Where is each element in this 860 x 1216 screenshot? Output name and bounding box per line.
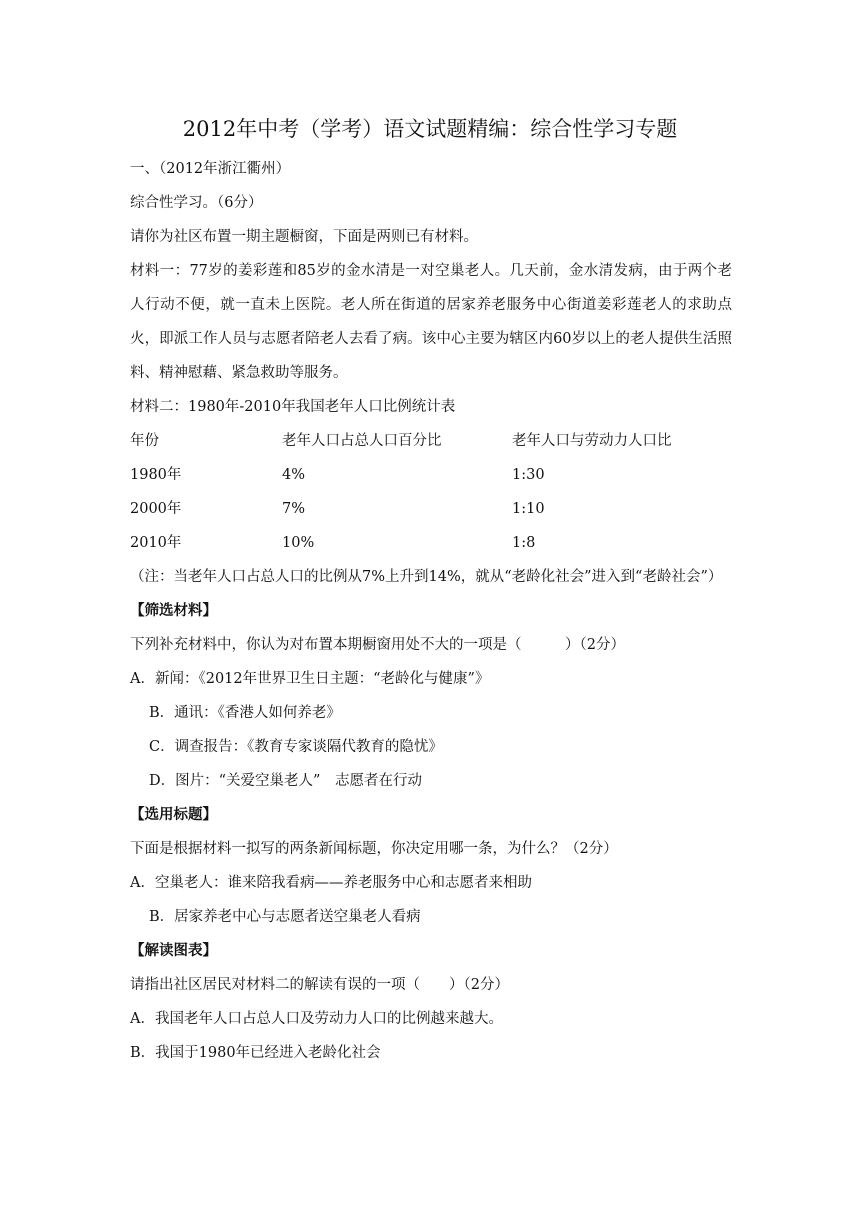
- task-label: 综合性学习。（6分）: [130, 195, 263, 211]
- table-header-cell: 老年人口与劳动力人口比: [512, 433, 672, 449]
- page-title: 2012年中考（学考）语文试题精编：综合性学习专题: [182, 117, 678, 141]
- table-row: [130, 492, 732, 526]
- document-body: [130, 152, 732, 1070]
- question-three-heading: 【解读图表】: [130, 942, 217, 959]
- table-cell: 4%: [282, 467, 306, 483]
- question-one-prompt: 下列补充材料中，你认为对布置本期橱窗用处不大的一项是（ ）（2分）: [130, 637, 625, 653]
- table-cell: 10%: [282, 535, 315, 551]
- question-two-option-a: A．空巢老人：谁来陪我看病——养老服务中心和志愿者来相助: [130, 875, 532, 891]
- question-two-option-b: B．居家养老中心与志愿者送空巢老人看病: [149, 909, 421, 925]
- table-header-cell: 年份: [130, 433, 159, 449]
- question-three-prompt: 请指出社区居民对材料二的解读有误的一项（ ）（2分）: [130, 977, 509, 993]
- material-one-paragraph: 材料一：77岁的姜彩莲和85岁的金水清是一对空巢老人。几天前，金水清发病，由于两个老人行动不便，就一直未上医院。老人所在街道的居家养老服务中心街道姜彩莲老人的求助点火，即派工作人员与志愿者陪老人去看了病。该中心主要为辖区内60岁以上的老人提供生活照料、精神慰藉、紧急救助等服务。: [130, 263, 732, 381]
- section-heading: 一、（2012年浙江衢州）: [130, 161, 291, 177]
- question-one-option-d: D．图片：“关爱空巢老人” 志愿者在行动: [149, 773, 422, 789]
- question-one-option-a: A．新闻：《2012年世界卫生日主题：“老龄化与健康”》: [130, 671, 490, 687]
- question-three-option-a: A．我国老年人口占总人口及劳动力人口的比例越来越大。: [130, 1011, 503, 1027]
- intro-text: 请你为社区布置一期主题橱窗，下面是两则已有材料。: [130, 229, 478, 245]
- table-header-cell: 老年人口占总人口百分比: [282, 433, 442, 449]
- question-one-heading: 【筛选材料】: [130, 602, 217, 619]
- table-row: [130, 526, 732, 560]
- question-one-option-c: C．调查报告：《教育专家谈隔代教育的隐忧》: [149, 739, 443, 755]
- elderly-population-table: [130, 424, 732, 560]
- table-cell: 2010年: [130, 535, 182, 551]
- question-one-option-b: B．通讯：《香港人如何养老》: [149, 705, 341, 721]
- table-cell: 1:30: [512, 467, 545, 483]
- table-cell: 1:10: [512, 501, 545, 517]
- question-three-option-b: B．我国于1980年已经进入老龄化社会: [130, 1045, 381, 1061]
- table-cell: 2000年: [130, 501, 182, 517]
- table-cell: 1:8: [512, 535, 536, 551]
- material-two-title: 材料二：1980年-2010年我国老年人口比例统计表: [130, 399, 456, 415]
- table-cell: 1980年: [130, 467, 182, 483]
- table-note: （注：当老年人口占总人口的比例从7%上升到14%，就从“老龄化社会”进入到“老龄社会”）: [130, 569, 723, 585]
- table-cell: 7%: [282, 501, 306, 517]
- table-header-row: [130, 424, 732, 458]
- question-two-prompt: 下面是根据材料一拟写的两条新闻标题，你决定用哪一条，为什么？（2分）: [130, 841, 618, 857]
- table-row: [130, 458, 732, 492]
- question-two-heading: 【选用标题】: [130, 806, 217, 823]
